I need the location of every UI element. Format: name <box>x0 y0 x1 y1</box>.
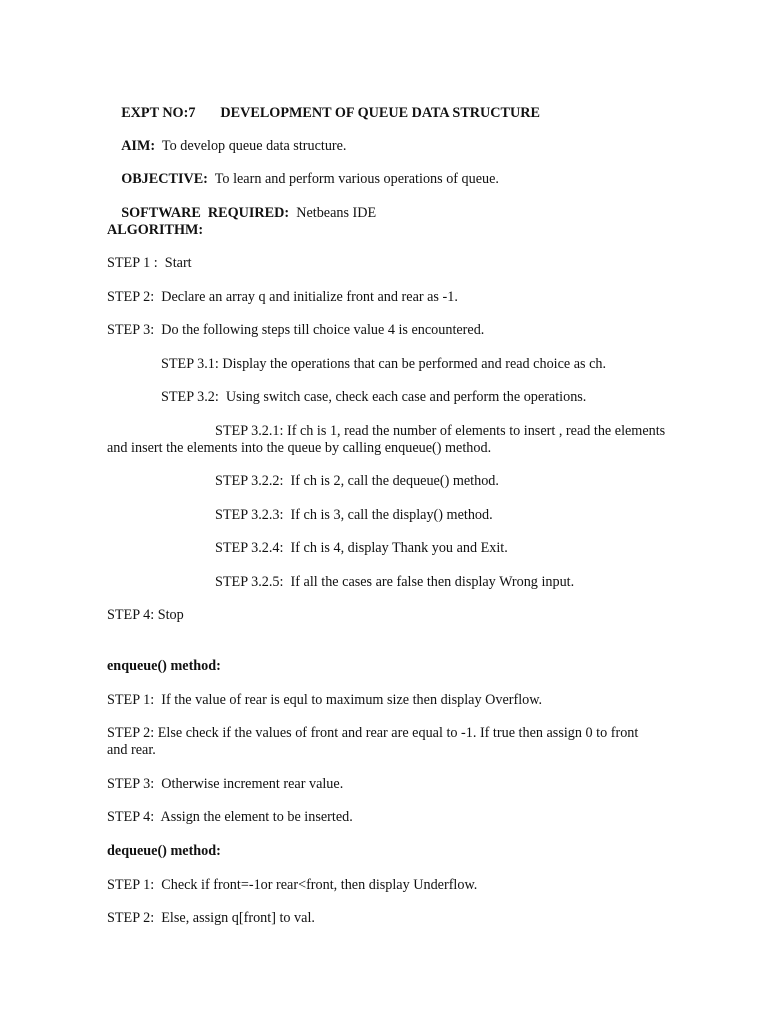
algorithm-step-3-2-5: STEP 3.2.5: If all the cases are false then display Wrong input. <box>215 574 575 590</box>
algorithm-step-3: STEP 3: Do the following steps till choice value 4 is encountered. <box>107 322 485 338</box>
enqueue-step-4: STEP 4: Assign the element to be inserted. <box>107 809 353 825</box>
algorithm-step-2: STEP 2: Declare an array q and initialize front and rear as -1. <box>107 289 458 305</box>
algorithm-step-3-2-4: STEP 3.2.4: If ch is 4, display Thank you and Exit. <box>215 540 508 556</box>
expt-number: EXPT NO:7 <box>121 105 196 121</box>
dequeue-step-1: STEP 1: Check if front=-1or rear<front, then display Underflow. <box>107 877 478 893</box>
aim-label: AIM: <box>121 138 156 154</box>
enqueue-step-1: STEP 1: If the value of rear is equl to maximum size then display Overflow. <box>107 692 543 708</box>
algorithm-step-3-2-3: STEP 3.2.3: If ch is 3, call the display() method. <box>215 507 493 523</box>
algorithm-step-3-2-1-text: STEP 3.2.1: If ch is 1, read the number of elements to insert , read the elements and insert the elements into the queue by calling enqueue() method. <box>107 423 666 456</box>
algorithm-heading: ALGORITHM: <box>107 222 204 238</box>
dequeue-step-2: STEP 2: Else, assign q[front] to val. <box>107 910 315 926</box>
enqueue-step-2: STEP 2: Else check if the values of front and rear are equal to -1. If true then assign 0 to front and rear. <box>107 725 639 758</box>
enqueue-step-3: STEP 3: Otherwise increment rear value. <box>107 776 344 792</box>
algorithm-step-1: STEP 1 : Start <box>107 255 192 271</box>
aim-text: To develop queue data structure. <box>161 138 347 154</box>
dequeue-heading: dequeue() method: <box>107 843 221 859</box>
algorithm-step-3-1: STEP 3.1: Display the operations that can be performed and read choice as ch. <box>161 356 607 372</box>
algorithm-step-4: STEP 4: Stop <box>107 607 184 623</box>
objective-label: OBJECTIVE: <box>121 171 208 187</box>
algorithm-step-3-2: STEP 3.2: Using switch case, check each case and perform the operations. <box>161 389 587 405</box>
algorithm-step-3-2-1 <box>107 423 667 457</box>
software-text: Netbeans IDE <box>296 205 377 221</box>
experiment-title: DEVELOPMENT OF QUEUE DATA STRUCTURE <box>220 105 540 121</box>
enqueue-heading: enqueue() method: <box>107 658 221 674</box>
software-label: SOFTWARE REQUIRED: <box>121 205 290 221</box>
algorithm-step-3-2-2: STEP 3.2.2: If ch is 2, call the dequeue() method. <box>215 473 499 489</box>
objective-text: To learn and perform various operations of queue. <box>214 171 499 187</box>
